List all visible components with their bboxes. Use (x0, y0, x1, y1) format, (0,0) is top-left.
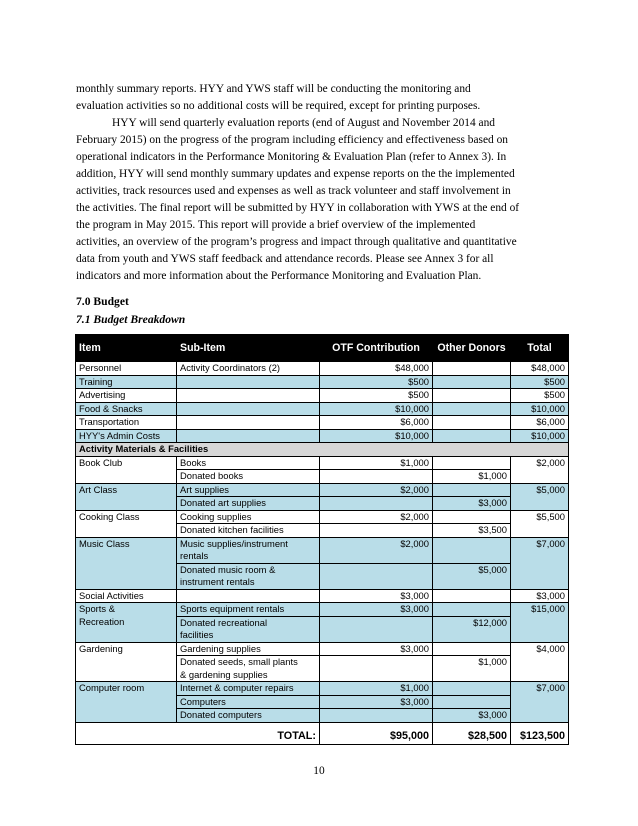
table-row (76, 642, 569, 656)
cell-other: $3,000 (433, 709, 511, 723)
cell-other: $1,000 (433, 470, 511, 484)
cell-subitem: Internet & computer repairs (177, 682, 320, 696)
cell-otf: $10,000 (320, 402, 433, 416)
text-line: indicators and more information about the Performance Monitoring and Evaluation Plan. (76, 270, 482, 282)
cell-subitem (177, 375, 320, 389)
text-line: the program in May 2015. This report will provide a brief overview of the implemented (76, 219, 476, 231)
subitem-line: rentals (180, 550, 209, 561)
cell-subitem (177, 563, 320, 589)
cell-other (433, 416, 511, 430)
cell-item: Social Activities (76, 589, 177, 603)
cell-other (433, 362, 511, 376)
total-row (76, 722, 569, 744)
cell-otf: $1,000 (320, 682, 433, 696)
cell-otf: $3,000 (320, 695, 433, 709)
cell-otf: $6,000 (320, 416, 433, 430)
cell-total: $10,000 (511, 429, 569, 443)
subitem-line: facilities (180, 629, 214, 640)
table-row (76, 362, 569, 376)
cell-total: $10,000 (511, 402, 569, 416)
cell-otf: $3,000 (320, 589, 433, 603)
cell-subitem: Computers (177, 695, 320, 709)
cell-other: $3,500 (433, 524, 511, 538)
table-row (76, 682, 569, 696)
cell-item: Training (76, 375, 177, 389)
cell-other: $12,000 (433, 616, 511, 642)
subitem-line: Donated music room & (180, 563, 276, 575)
cell-subitem (177, 589, 320, 603)
cell-otf (320, 709, 433, 723)
table-row (76, 537, 569, 563)
item-line: Sports & (79, 603, 115, 614)
cell-other (433, 375, 511, 389)
cell-other (433, 603, 511, 617)
cell-subitem (177, 537, 320, 563)
section-label: Activity Materials & Facilities (76, 443, 569, 457)
paragraph-monitoring (76, 81, 568, 115)
subitem-line: & gardening supplies (180, 668, 268, 680)
table-row (76, 510, 569, 524)
cell-subitem (177, 616, 320, 642)
table-header-row (76, 335, 569, 362)
cell-otf (320, 656, 433, 682)
header-total: Total (511, 335, 569, 362)
cell-otf (320, 563, 433, 589)
cell-item: HYY's Admin Costs (76, 429, 177, 443)
subitem-line: Donated recreational (180, 616, 268, 628)
cell-item: Art Class (76, 483, 177, 510)
budget-table (75, 334, 569, 745)
cell-subitem: Donated computers (177, 709, 320, 723)
cell-total: $4,000 (511, 642, 569, 682)
cell-otf: $500 (320, 375, 433, 389)
header-other-donors: Other Donors (433, 335, 511, 362)
cell-total: $48,000 (511, 362, 569, 376)
cell-otf: $1,000 (320, 456, 433, 470)
table-row (76, 375, 569, 389)
table-row (76, 389, 569, 403)
cell-other: $1,000 (433, 656, 511, 682)
header-subitem: Sub-Item (177, 335, 320, 362)
cell-other (433, 402, 511, 416)
text-line: evaluation activities so no additional costs will be required, except for printing purposes. (76, 100, 481, 112)
cell-other (433, 456, 511, 470)
cell-otf: $500 (320, 389, 433, 403)
page-number: 10 (313, 765, 325, 777)
text-line: monthly summary reports. HYY and YWS staff will be conducting the monitoring and (76, 83, 471, 95)
cell-otf (320, 470, 433, 484)
cell-other (433, 429, 511, 443)
cell-other (433, 589, 511, 603)
subitem-line: instrument rentals (180, 576, 255, 587)
text-line: operational indicators in the Performance Monitoring & Evaluation Plan (refer to Annex 3). In (76, 151, 507, 163)
cell-item: Advertising (76, 389, 177, 403)
total-otf: $95,000 (320, 722, 433, 744)
table-row (76, 429, 569, 443)
cell-subitem: Books (177, 456, 320, 470)
cell-otf (320, 524, 433, 538)
total-label: TOTAL: (76, 722, 320, 744)
cell-item: Book Club (76, 456, 177, 483)
section-row (76, 443, 569, 457)
text-line: activities, track resources used and expenses as well as track volunteer and staff involvement in (76, 185, 511, 197)
cell-otf: $3,000 (320, 642, 433, 656)
cell-subitem: Donated books (177, 470, 320, 484)
text-line: activities, an overview of the program’s progress and impact through qualitative and quantitative (76, 236, 517, 248)
cell-other (433, 510, 511, 524)
cell-subitem (177, 416, 320, 430)
cell-otf: $2,000 (320, 510, 433, 524)
cell-otf: $2,000 (320, 537, 433, 563)
table-row (76, 456, 569, 470)
cell-item: Cooking Class (76, 510, 177, 537)
table-row (76, 603, 569, 617)
cell-other (433, 682, 511, 696)
text-line: data from youth and YWS staff feedback and attendance records. Please see Annex 3 for all (76, 253, 494, 265)
cell-otf: $2,000 (320, 483, 433, 497)
cell-item: Food & Snacks (76, 402, 177, 416)
cell-item: Personnel (76, 362, 177, 376)
cell-otf (320, 616, 433, 642)
cell-subitem (177, 656, 320, 682)
header-otf-contribution: OTF Contribution (320, 335, 433, 362)
cell-otf: $3,000 (320, 603, 433, 617)
cell-other (433, 537, 511, 563)
cell-other (433, 483, 511, 497)
total-other: $28,500 (433, 722, 511, 744)
cell-total: $5,000 (511, 483, 569, 510)
cell-subitem: Sports equipment rentals (177, 603, 320, 617)
total-total: $123,500 (511, 722, 569, 744)
section-heading-budget: 7.0 Budget (76, 295, 129, 308)
cell-other: $3,000 (433, 497, 511, 511)
cell-item: Transportation (76, 416, 177, 430)
cell-subitem: Art supplies (177, 483, 320, 497)
cell-subitem: Gardening supplies (177, 642, 320, 656)
text-line: the activities. The final report will be submitted by HYY in collaboration with YWS at the end of (76, 202, 520, 214)
table-row (76, 402, 569, 416)
text-line: February 2015) on the progress of the program including efficiency and effectiveness based on (76, 134, 508, 146)
cell-item: Computer room (76, 682, 177, 723)
cell-subitem (177, 389, 320, 403)
cell-other: $5,000 (433, 563, 511, 589)
cell-total: $7,000 (511, 537, 569, 589)
table-row (76, 416, 569, 430)
cell-subitem (177, 429, 320, 443)
subitem-line: Music supplies/instrument (180, 537, 288, 549)
cell-item (76, 603, 177, 643)
cell-total: $7,000 (511, 682, 569, 723)
cell-total: $5,500 (511, 510, 569, 537)
cell-other (433, 389, 511, 403)
cell-total: $15,000 (511, 603, 569, 643)
cell-total: $2,000 (511, 456, 569, 483)
cell-subitem: Activity Coordinators (2) (177, 362, 320, 376)
cell-otf: $10,000 (320, 429, 433, 443)
cell-total: $3,000 (511, 589, 569, 603)
cell-subitem: Donated kitchen facilities (177, 524, 320, 538)
cell-other (433, 642, 511, 656)
cell-otf (320, 497, 433, 511)
cell-total: $6,000 (511, 416, 569, 430)
cell-subitem (177, 402, 320, 416)
cell-subitem: Donated art supplies (177, 497, 320, 511)
table-row (76, 589, 569, 603)
cell-item: Music Class (76, 537, 177, 589)
text-line: addition, HYY will send monthly summary updates and expense reports on the the implemented (76, 168, 515, 180)
cell-subitem: Cooking supplies (177, 510, 320, 524)
text-line: HYY will send quarterly evaluation reports (end of August and November 2014 and (112, 117, 495, 129)
cell-total: $500 (511, 389, 569, 403)
cell-total: $500 (511, 375, 569, 389)
paragraph-evaluation-reports (76, 115, 568, 285)
cell-item: Gardening (76, 642, 177, 682)
header-item: Item (76, 335, 177, 362)
subitem-line: Donated seeds, small plants (180, 656, 298, 667)
cell-otf: $48,000 (320, 362, 433, 376)
cell-other (433, 695, 511, 709)
item-line: Recreation (79, 615, 125, 627)
subsection-heading-budget-breakdown: 7.1 Budget Breakdown (76, 313, 186, 326)
table-row (76, 483, 569, 497)
